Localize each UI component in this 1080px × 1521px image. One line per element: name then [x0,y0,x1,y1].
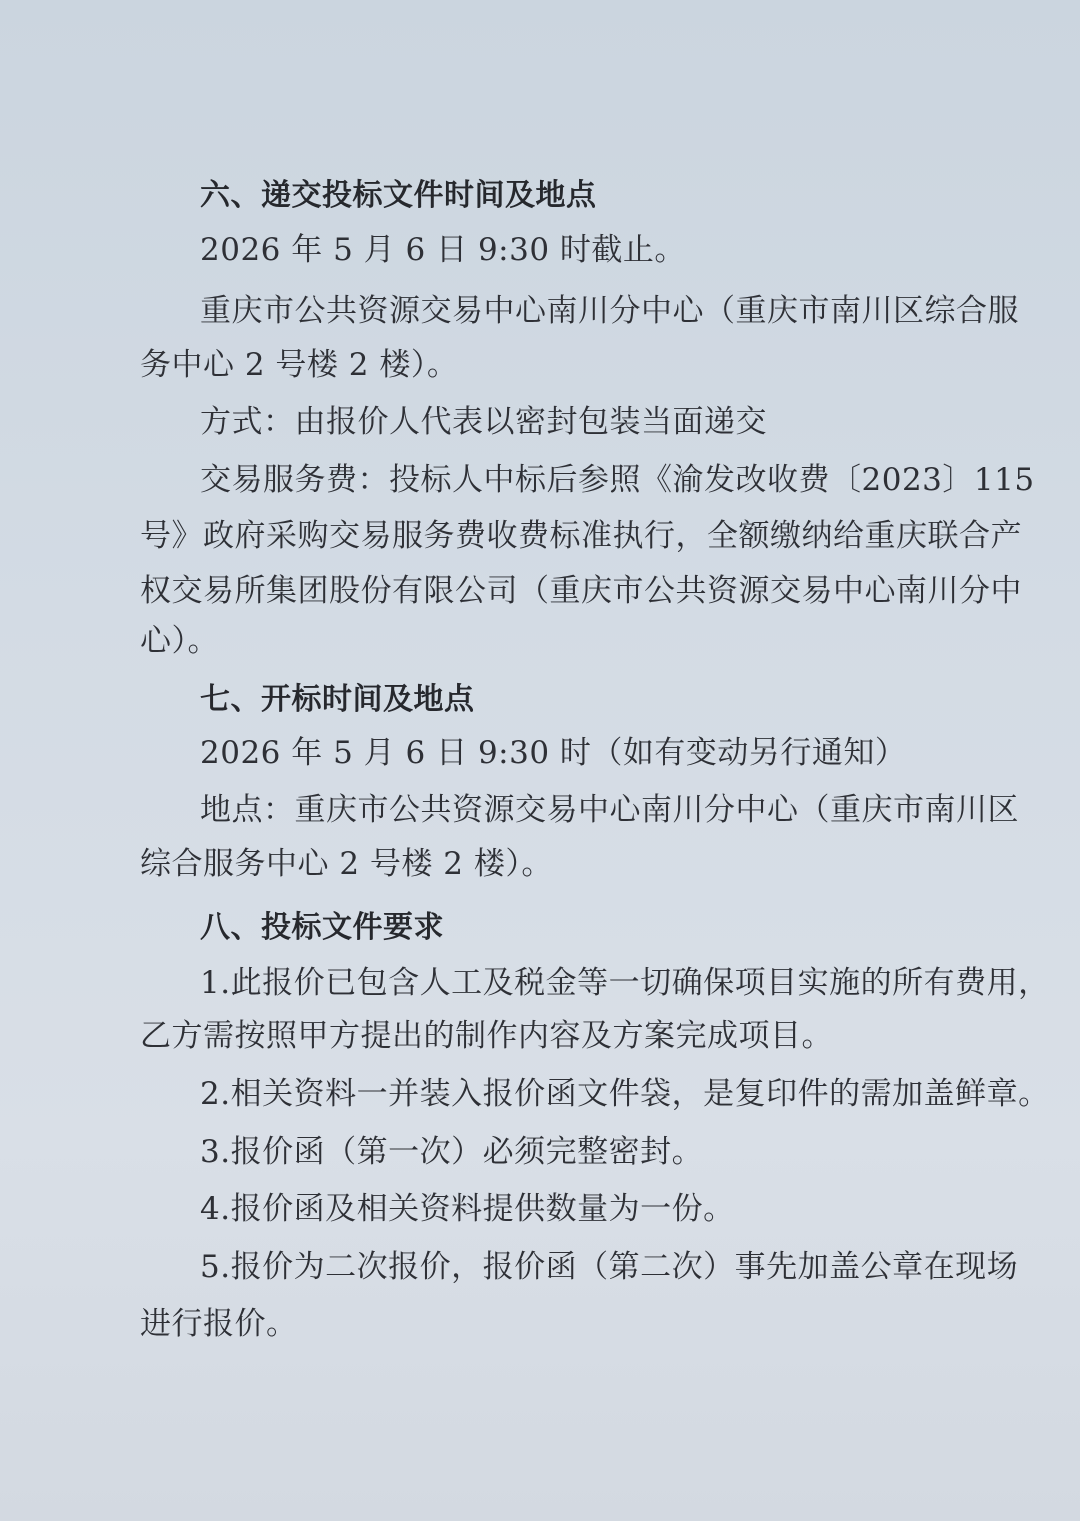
service-fee-line-1: 交易服务费：投标人中标后参照《渝发改收费〔2023〕115 [200,462,1035,498]
requirement-2: 2.相关资料一并装入报价函文件袋，是复印件的需加盖鲜章。 [200,1076,1050,1112]
section-8-heading: 八、投标文件要求 [200,910,444,945]
bid-opening-location-line-1: 地点：重庆市公共资源交易中心南川分中心（重庆市南川区 [200,792,1019,828]
section-7-heading: 七、开标时间及地点 [200,682,475,717]
service-fee-line-3: 权交易所集团股份有限公司（重庆市公共资源交易中心南川分中 [140,573,1022,609]
submission-location-line-2: 务中心 2 号楼 2 楼）。 [140,347,459,383]
requirement-5-line-1: 5.报价为二次报价，报价函（第二次）事先加盖公章在现场 [200,1249,1019,1285]
submission-method: 方式：由报价人代表以密封包装当面递交 [200,404,767,440]
section-6-heading: 六、递交投标文件时间及地点 [200,178,597,213]
requirement-1-line-1: 1.此报价已包含人工及税金等一切确保项目实施的所有费用， [200,965,1050,1001]
service-fee-line-4: 心）。 [140,623,219,659]
service-fee-line-2: 号》政府采购交易服务费收费标准执行，全额缴纳给重庆联合产 [140,518,1022,554]
bid-opening-location-line-2: 综合服务中心 2 号楼 2 楼）。 [140,846,553,882]
requirement-1-line-2: 乙方需按照甲方提出的制作内容及方案完成项目。 [140,1018,833,1054]
requirement-4: 4.报价函及相关资料提供数量为一份。 [200,1191,735,1227]
submission-location-line-1: 重庆市公共资源交易中心南川分中心（重庆市南川区综合服 [200,293,1019,329]
requirement-3: 3.报价函（第一次）必须完整密封。 [200,1134,704,1170]
bid-opening-time: 2026 年 5 月 6 日 9:30 时（如有变动另行通知） [200,735,907,771]
submission-deadline: 2026 年 5 月 6 日 9:30 时截止。 [200,232,686,268]
requirement-5-line-2: 进行报价。 [140,1306,298,1342]
